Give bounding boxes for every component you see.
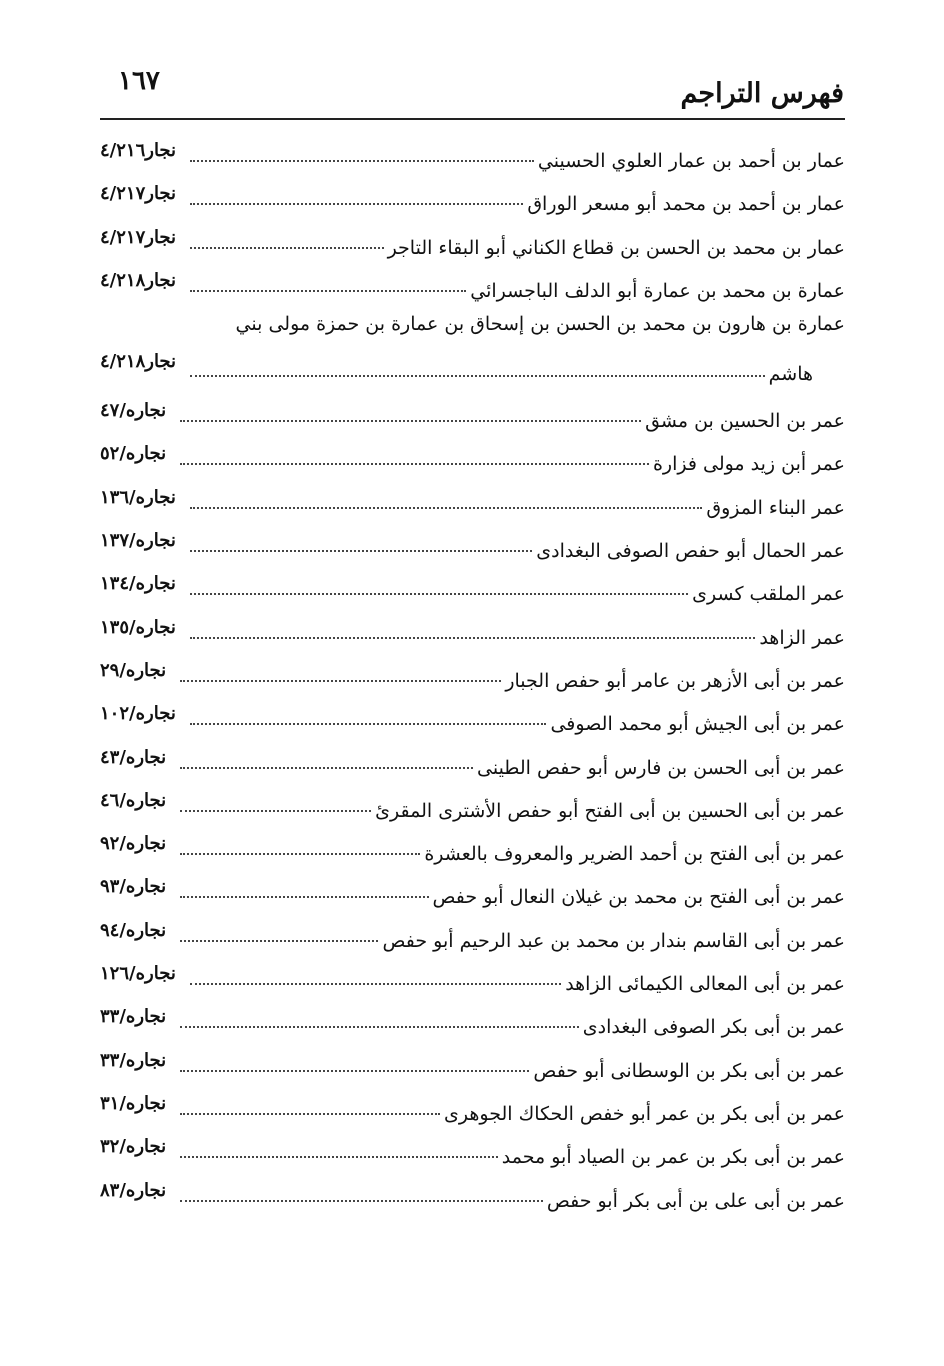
entry-name: عمر بن أبى على بن أبى بكر أبو حفص — [546, 1189, 845, 1212]
entry-reference: نجاره/٤٦ — [100, 789, 167, 811]
index-list — [100, 140, 845, 1223]
index-entry — [100, 443, 845, 486]
index-entry — [100, 703, 845, 746]
leader-dots — [180, 851, 420, 855]
leader-dots — [190, 158, 534, 162]
entry-reference: نجاره/١٠٢ — [100, 703, 176, 725]
entry-name: عمار بن أحمد بن عمار العلوي الحسيني — [537, 150, 845, 172]
index-entry — [100, 1006, 845, 1049]
entry-reference: نجاره/٤٣ — [100, 746, 167, 768]
index-entry — [100, 487, 845, 530]
leader-dots — [180, 765, 473, 769]
index-entry — [100, 313, 845, 400]
leader-dots — [180, 461, 649, 465]
leader-dots — [190, 981, 561, 985]
entry-name: عمر الزاهد — [759, 626, 845, 649]
entry-reference: نجاره/١٢٦ — [100, 963, 176, 985]
index-entry — [100, 530, 845, 573]
leader-dots — [180, 418, 641, 422]
index-entry — [100, 920, 845, 963]
page-number: ١٦٧ — [118, 66, 160, 96]
entry-name: عمر الحمال أبو حفص الصوفى البغدادى — [536, 540, 845, 563]
entry-reference: نجاره/٤٧ — [100, 400, 167, 422]
header-divider — [100, 118, 845, 120]
index-entry — [100, 660, 845, 703]
page-header — [108, 60, 844, 120]
entry-reference: نجاره/٩٤ — [100, 919, 167, 941]
index-entry — [100, 400, 845, 443]
entry-name: عمر بن أبى الفتح بن محمد بن غيلان النعال أبو حفص — [432, 886, 845, 909]
leader-dots — [180, 938, 378, 942]
leader-dots — [190, 635, 755, 639]
leader-dots — [190, 548, 532, 552]
entry-reference: نجار٤/٢١٧ — [100, 226, 177, 248]
entry-name: عمار بن محمد بن الحسن بن قطاع الكناني أبو البقاء التاجر — [387, 236, 845, 259]
index-entry — [100, 1093, 845, 1136]
index-entry — [100, 183, 845, 226]
page-title: فهرس التراجم — [680, 78, 844, 109]
entry-reference: نجاره/١٣٥ — [100, 616, 176, 638]
entry-reference: نجاره/٣٣ — [100, 1006, 167, 1028]
leader-dots — [180, 1024, 579, 1028]
leader-dots — [180, 678, 501, 682]
leader-dots — [190, 721, 546, 725]
entry-name: عمر بن الحسين بن مشق — [645, 410, 845, 433]
entry-reference: نجاره/٣١ — [100, 1092, 167, 1114]
entry-reference: نجاره/٨٣ — [100, 1179, 167, 1201]
entry-reference: نجاره/٣٢ — [100, 1136, 167, 1158]
leader-dots — [190, 591, 688, 595]
entry-name: عمارة بن محمد بن عمارة أبو الدلف الباجسرائي — [470, 279, 845, 302]
index-entry — [100, 617, 845, 660]
entry-name: عمر البناء المزوق — [706, 496, 845, 519]
index-entry — [100, 227, 845, 270]
entry-name: عمارة بن هارون بن محمد بن الحسن بن إسحاق بن عمارة بن حمزة مولى بني — [235, 313, 845, 336]
leader-dots — [190, 201, 523, 205]
entry-reference: نجاره/٣٣ — [100, 1049, 167, 1071]
entry-reference: نجاره/١٣٦ — [100, 486, 176, 508]
entry-name: عمر بن أبى الحسن بن فارس أبو حفص الطينى — [477, 756, 845, 779]
leader-dots — [190, 373, 765, 377]
index-entry — [100, 876, 845, 919]
entry-name-continuation: هاشم — [768, 363, 813, 386]
entry-name: عمر بن أبى بكر بن الوسطانى أبو حفص — [533, 1059, 845, 1082]
index-entry — [100, 790, 845, 833]
index-entry — [100, 1180, 845, 1223]
entry-name: عمر بن أبى القاسم بندار بن محمد بن عبد الرحيم أبو حفص — [382, 929, 845, 952]
index-entry — [100, 1136, 845, 1179]
index-entry — [100, 833, 845, 876]
leader-dots — [190, 245, 384, 249]
index-entry — [100, 747, 845, 790]
entry-reference: نجاره/٩٣ — [100, 876, 167, 898]
entry-name: عمر أبن زيد مولى فزارة — [652, 453, 845, 476]
entry-name: عمر بن أبى الأزهر بن عامر أبو حفص الجبار — [505, 669, 845, 692]
leader-dots — [190, 288, 466, 292]
entry-name: عمر بن أبى الجيش أبو محمد الصوفى — [550, 713, 845, 736]
leader-dots — [180, 1111, 440, 1115]
leader-dots — [190, 505, 702, 509]
index-entry — [100, 270, 845, 313]
index-entry — [100, 573, 845, 616]
entry-reference: نجاره/١٣٧ — [100, 530, 176, 552]
leader-dots — [180, 1068, 529, 1072]
entry-name: عمر الملقب كسرى — [692, 583, 845, 606]
entry-name: عمر بن أبى المعالى الكيمائى الزاهد — [565, 973, 845, 996]
entry-reference: نجاره/٥٢ — [100, 443, 167, 465]
entry-reference: نجاره/١٣٤ — [100, 573, 176, 595]
index-entry — [100, 963, 845, 1006]
entry-name: عمر بن أبى بكر الصوفى البغدادى — [582, 1016, 845, 1039]
entry-reference: نجار٤/٢١٨ — [100, 269, 177, 291]
entry-name: عمر بن أبى بكر بن عمر أبو خفص الحكاك الجوهرى — [444, 1102, 845, 1125]
entry-name: عمار بن أحمد بن محمد أبو مسعر الوراق — [527, 193, 845, 216]
entry-name: عمر بن أبى الحسين بن أبى الفتح أبو حفص الأشترى المقرئ — [375, 799, 845, 822]
index-entry — [100, 1050, 845, 1093]
entry-reference: نجار٤/٢١٧ — [100, 183, 177, 205]
index-entry — [100, 140, 845, 183]
leader-dots — [180, 1154, 498, 1158]
leader-dots — [180, 894, 429, 898]
leader-dots — [180, 808, 371, 812]
entry-reference: نجاره/٩٢ — [100, 833, 167, 855]
entry-reference: نجاره/٢٩ — [100, 659, 167, 681]
entry-reference: نجار٤/٢١٨ — [100, 351, 177, 373]
entry-reference: نجار٤/٢١٦ — [100, 140, 177, 161]
entry-name: عمر بن أبى بكر بن عمر بن الصياد أبو محمد — [501, 1146, 845, 1169]
entry-name: عمر بن أبى الفتح بن أحمد الضرير والمعروف بالعشرة — [424, 843, 845, 866]
leader-dots — [180, 1198, 543, 1202]
